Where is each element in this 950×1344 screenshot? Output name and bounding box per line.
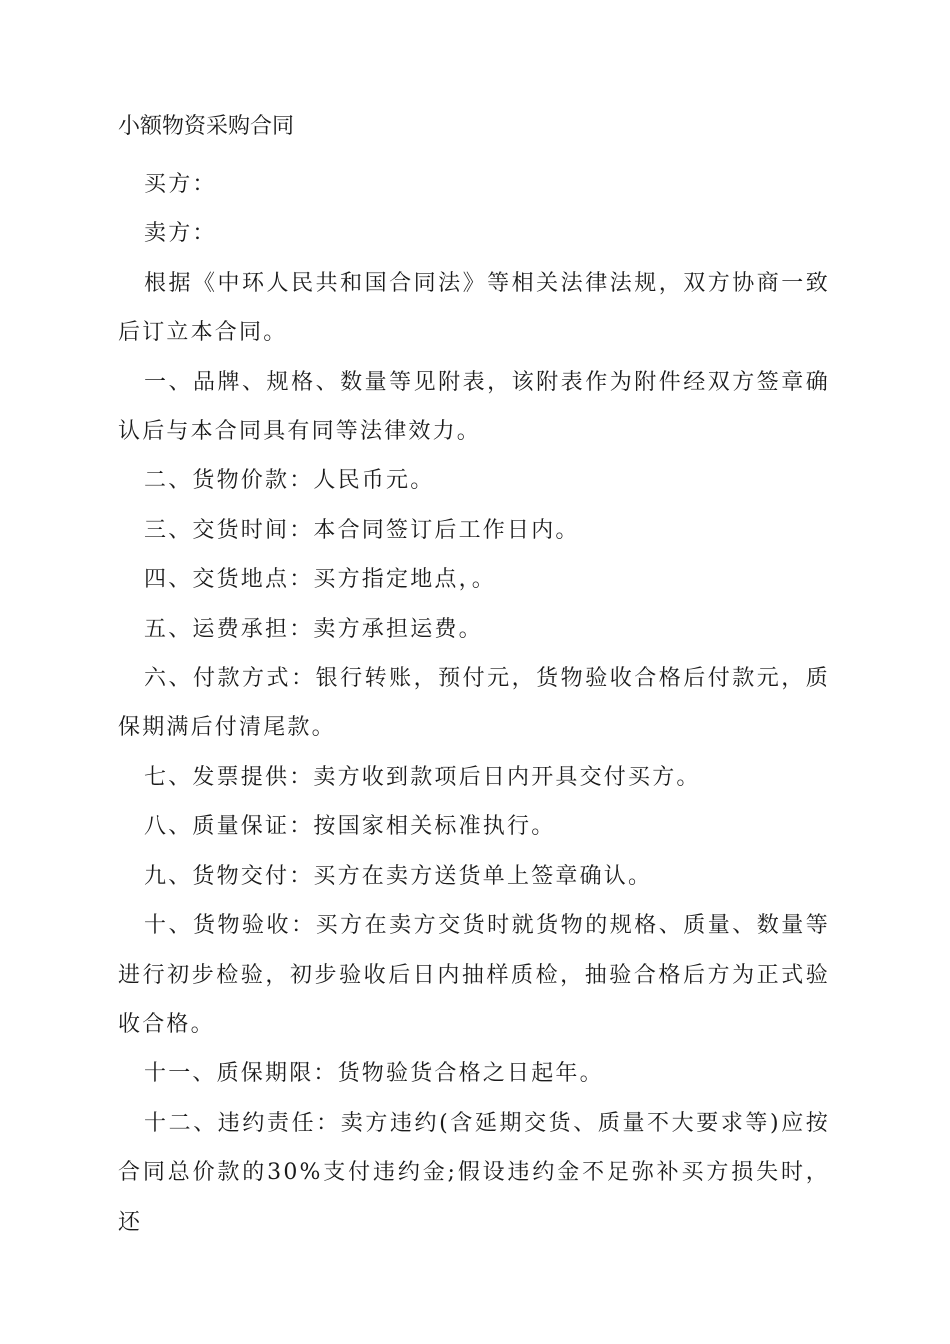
clause-12: 十二、违约责任：卖方违约(含延期交货、质量不大要求等)应按合同总价款的30%支付违约金;假设违约金不足弥补买方损失时，还 [118, 1110, 830, 1235]
clause-2: 二、货物价款：人民币元。 [144, 468, 435, 494]
clause-3: 三、交货时间：本合同签订后工作日内。 [144, 517, 580, 543]
clause-1: 一、品牌、规格、数量等见附表，该附表作为附件经双方签章确认后与本合同具有同等法律效力。 [118, 369, 830, 445]
paragraph-preamble: 根据《中环人民共和国合同法》等相关法律法规，双方协商一致后订立本合同。 [118, 270, 830, 346]
clause-9: 九、货物交付：买方在卖方送货单上签章确认。 [144, 863, 653, 889]
paragraph-seller: 卖方： [144, 221, 217, 247]
clause-8: 八、质量保证：按国家相关标准执行。 [144, 814, 556, 840]
clause-10: 十、货物验收：买方在卖方交货时就货物的规格、质量、数量等进行初步检验，初步验收后日内抽样质检，抽验合格后方为正式验收合格。 [118, 913, 830, 1037]
paragraph-buyer: 买方： [144, 172, 217, 197]
clause-5: 五、运费承担：卖方承担运费。 [144, 616, 483, 642]
clause-6: 六、付款方式：银行转账，预付元，货物验收合格后付款元，质保期满后付清尾款。 [118, 666, 830, 741]
clause-7: 七、发票提供：卖方收到款项后日内开具交付买方。 [144, 764, 701, 790]
document-title: 小额物资采购合同 [118, 114, 295, 139]
document-body [118, 160, 830, 1247]
clause-4: 四、交货地点：买方指定地点，。 [144, 567, 497, 593]
clause-11: 十一、质保期限：货物验货合格之日起年。 [144, 1061, 604, 1087]
